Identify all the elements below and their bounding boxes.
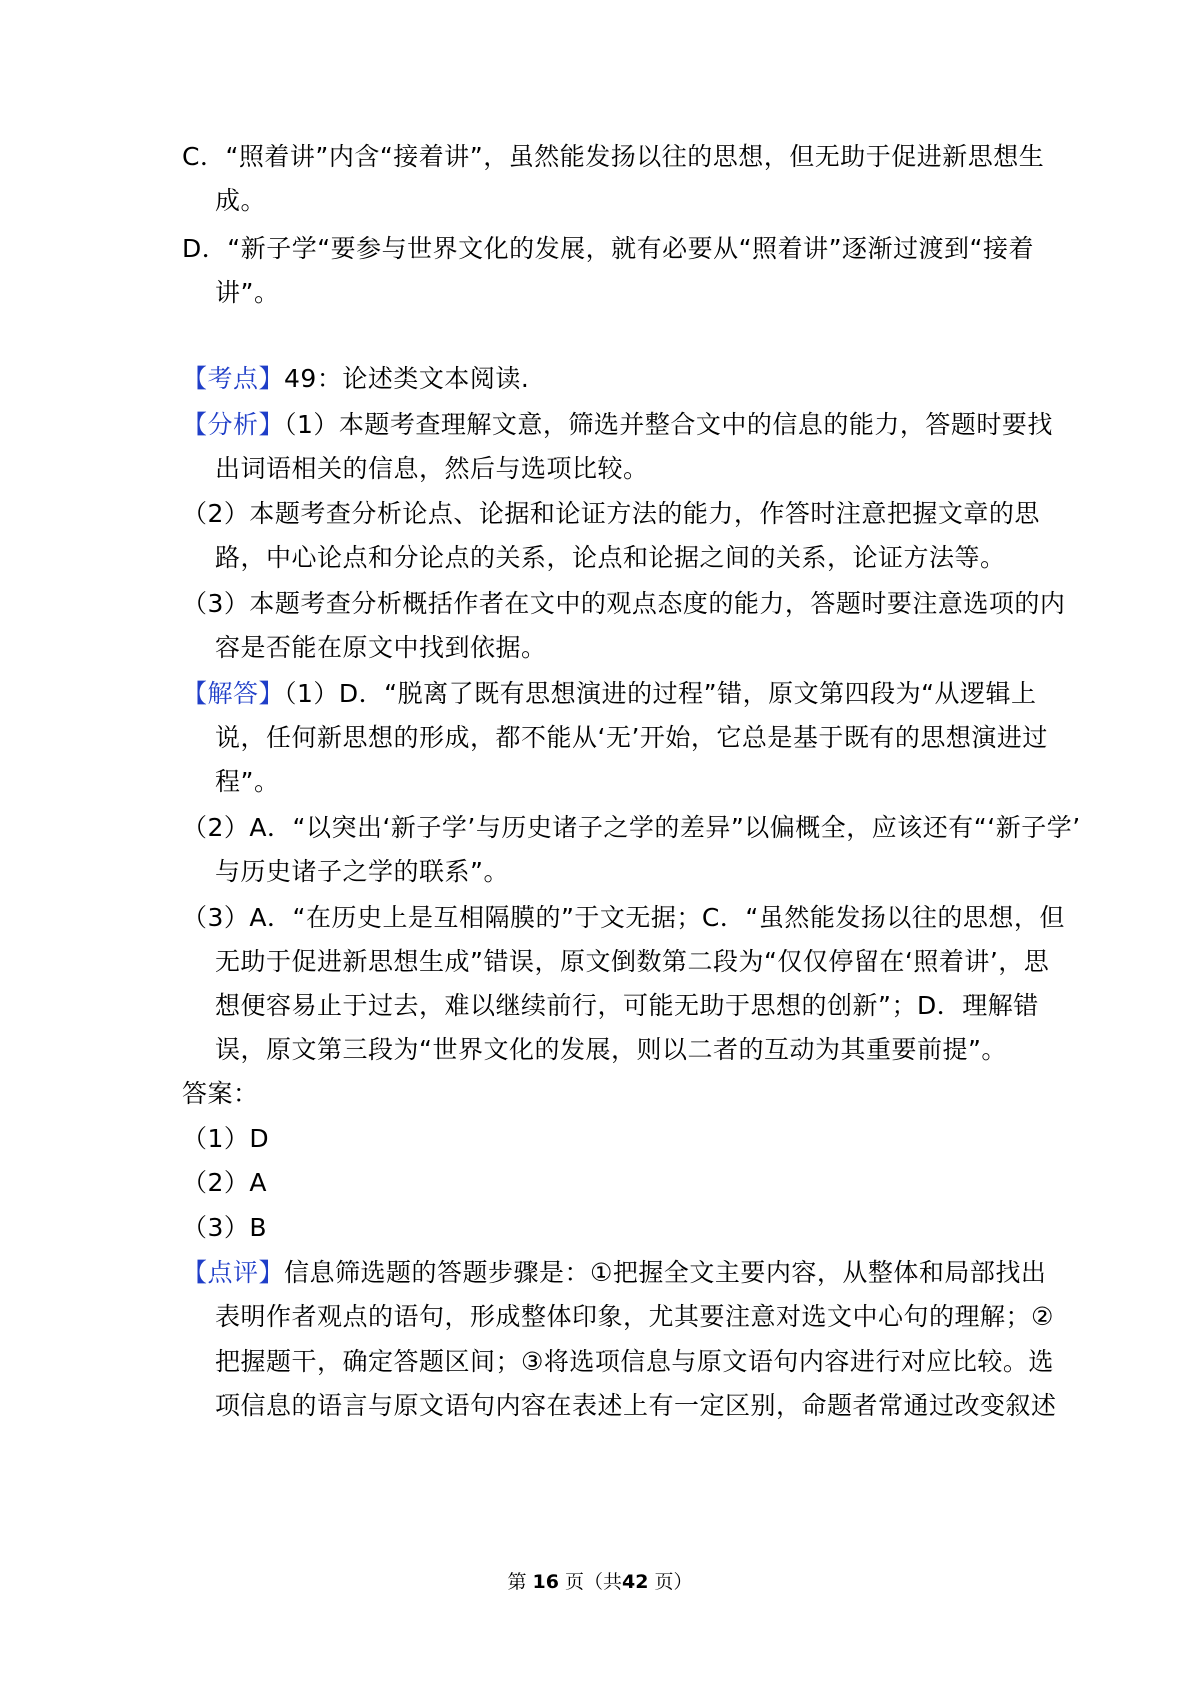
answers-heading: 答案：: [182, 1079, 259, 1108]
kaodian-label: 【考点】: [182, 364, 285, 393]
page-footer: [0, 1570, 1200, 1594]
kaodian-text: 49：论述类文本阅读.: [284, 364, 530, 393]
dianping-row: [182, 1256, 1046, 1290]
fenxi-line-2: 出词语相关的信息，然后与选项比较。: [215, 454, 649, 483]
jieda-line-9: 误，原文第三段为“世界文化的发展，则以二者的互动为其重要前提”。: [215, 1035, 1007, 1064]
jieda-line-6: （3）A．“在历史上是互相隔膜的”于文无据；C．“虽然能发扬以往的思想，但: [182, 903, 1065, 932]
footer-prefix: 第: [507, 1571, 527, 1593]
fenxi-label: 【分析】: [182, 410, 285, 439]
dianping-line-1: 信息筛选题的答题步骤是：①把握全文主要内容，从整体和局部找出: [284, 1258, 1047, 1287]
jieda-line-4: （2）A．“以突出‘新子学’与历史诸子之学的差异”以偏概全，应该还有“‘新子学’: [182, 813, 1081, 842]
kaodian-row: [182, 362, 529, 396]
fenxi-line-4: 路，中心论点和分论点的关系，论点和论据之间的关系，论证方法等。: [215, 543, 1006, 572]
fenxi-row: [182, 408, 1053, 442]
dianping-line-3: 把握题干，确定答题区间；③将选项信息与原文语句内容进行对应比较。选: [215, 1347, 1054, 1376]
option-c-line-2: 成。: [215, 186, 267, 215]
option-d-line-1: D．“新子学“要参与世界文化的发展，就有必要从“照着讲”逐渐过渡到“接着: [182, 234, 1035, 263]
footer-total-pages: 42: [622, 1571, 649, 1593]
option-d-line-2: 讲”。: [215, 278, 280, 307]
answer-2: （2）A: [182, 1168, 268, 1197]
jieda-line-1: （1）D．“脱离了既有思想演进的过程”错，原文第四段为“从逻辑上: [284, 679, 1037, 708]
option-c-line-1: C．“照着讲”内含“接着讲”，虽然能发扬以往的思想，但无助于促进新思想生: [182, 142, 1045, 171]
answer-3: （3）B: [182, 1213, 268, 1242]
fenxi-line-1: （1）本题考查理解文意，筛选并整合文中的信息的能力，答题时要找: [284, 410, 1053, 439]
footer-suffix: 页）: [654, 1571, 693, 1593]
fenxi-line-3: （2）本题考查分析论点、论据和论证方法的能力，作答时注意把握文章的思: [182, 499, 1040, 528]
jieda-line-7: 无助于促进新思想生成”错误，原文倒数第二段为“仅仅停留在‘照着讲’，思: [215, 947, 1050, 976]
jieda-line-5: 与历史诸子之学的联系”。: [215, 857, 509, 886]
footer-middle: 页（共: [565, 1571, 623, 1593]
footer-page-number: 16: [532, 1571, 559, 1593]
jieda-row: [182, 677, 1037, 711]
jieda-label: 【解答】: [182, 679, 285, 708]
fenxi-line-6: 容是否能在原文中找到依据。: [215, 633, 547, 662]
dianping-line-4: 项信息的语言与原文语句内容在表述上有一定区别，命题者常通过改变叙述: [215, 1391, 1057, 1420]
dianping-label: 【点评】: [182, 1258, 285, 1287]
fenxi-line-5: （3）本题考查分析概括作者在文中的观点态度的能力，答题时要注意选项的内: [182, 589, 1066, 618]
answer-1: （1）D: [182, 1124, 270, 1153]
jieda-line-2: 说，任何新思想的形成，都不能从‘无’开始，它总是基于既有的思想演进过: [215, 723, 1048, 752]
dianping-line-2: 表明作者观点的语句，形成整体印象，尤其要注意对选文中心句的理解；②: [215, 1302, 1054, 1331]
jieda-line-8: 想便容易止于过去，难以继续前行，可能无助于思想的创新”；D．理解错: [215, 991, 1039, 1020]
jieda-line-3: 程”。: [215, 767, 280, 796]
